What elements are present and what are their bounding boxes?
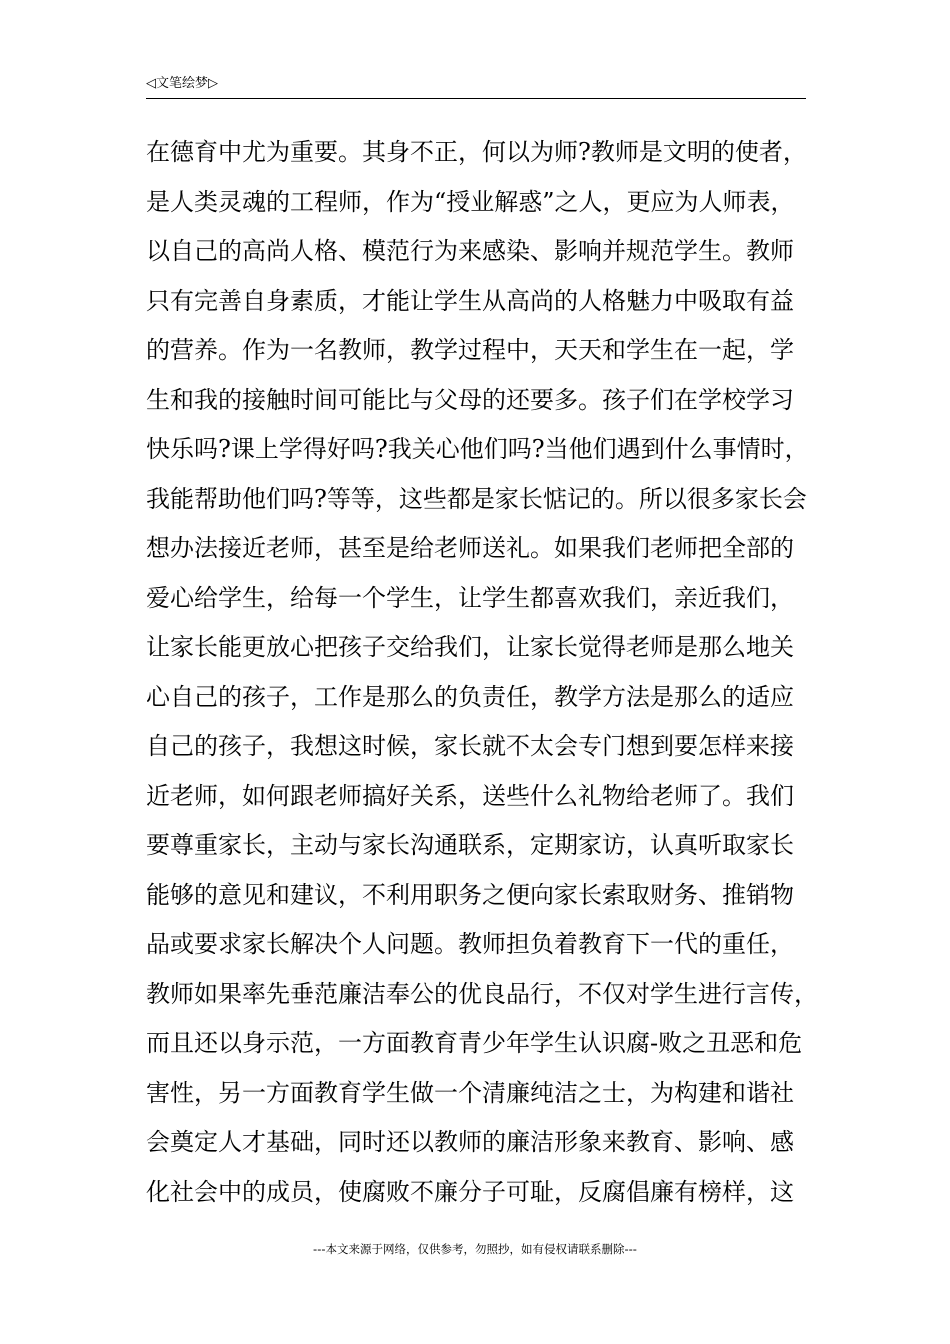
body-line: 心自己的孩子，工作是那么的负责任，教学方法是那么的适应: [146, 682, 794, 711]
body-line: 让家长能更放心把孩子交给我们，让家长觉得老师是那么地关: [146, 633, 794, 661]
page-header: [146, 72, 806, 99]
page-footer-disclaimer: ---本文来源于网络，仅供参考，勿照抄，如有侵权请联系删除---: [313, 1242, 637, 1256]
body-line: 是人类灵魂的工程师，作为“授业解惑”之人，更应为人师表，: [146, 187, 795, 216]
body-line: 的营养。作为一名教师，教学过程中，天天和学生在一起，学: [146, 336, 794, 364]
body-line: 而且还以身示范，一方面教育青少年学生认识腐-败之丑恶和危: [146, 1029, 803, 1057]
body-line: 近老师，如何跟老师搞好关系，送些什么礼物给老师了。我们: [146, 781, 794, 810]
body-line: 快乐吗?课上学得好吗?我关心他们吗?当他们遇到什么事情时，: [146, 435, 809, 463]
body-line: 化社会中的成员，使腐败不廉分子可耻，反腐倡廉有榜样，这: [146, 1177, 794, 1206]
header-title: ◁文笔绘梦▷: [146, 76, 218, 91]
body-line: 只有完善自身素质，才能让学生从高尚的人格魅力中吸取有益: [146, 286, 794, 315]
body-line: 会奠定人才基础，同时还以教师的廉洁形象来教育、影响、感: [146, 1128, 794, 1156]
document-body: [146, 132, 816, 1221]
body-line: 爱心给学生，给每一个学生，让学生都喜欢我们，亲近我们，: [146, 583, 794, 612]
body-line: 能够的意见和建议，不利用职务之便向家长索取财务、推销物: [146, 880, 794, 909]
body-line: 自己的孩子，我想这时候，家长就不太会专门想到要怎样来接: [146, 732, 794, 760]
body-line: 教师如果率先垂范廉洁奉公的优良品行，不仅对学生进行言传，: [146, 979, 818, 1008]
body-line: 以自己的高尚人格、模范行为来感染、影响并规范学生。教师: [146, 237, 794, 265]
body-line: 想办法接近老师，甚至是给老师送礼。如果我们老师把全部的: [146, 534, 794, 562]
body-line: 在德育中尤为重要。其身不正，何以为师?教师是文明的使者，: [146, 138, 807, 166]
body-line: 要尊重家长，主动与家长沟通联系，定期家访，认真听取家长: [146, 831, 794, 859]
body-line: 生和我的接触时间可能比与父母的还要多。孩子们在学校学习: [146, 385, 794, 414]
body-line: 害性，另一方面教育学生做一个清廉纯洁之士，为构建和谐社: [146, 1078, 794, 1107]
body-line: 我能帮助他们吗?等等，这些都是家长惦记的。所以很多家长会: [146, 484, 807, 513]
body-line: 品或要求家长解决个人问题。教师担负着教育下一代的重任，: [146, 930, 794, 958]
